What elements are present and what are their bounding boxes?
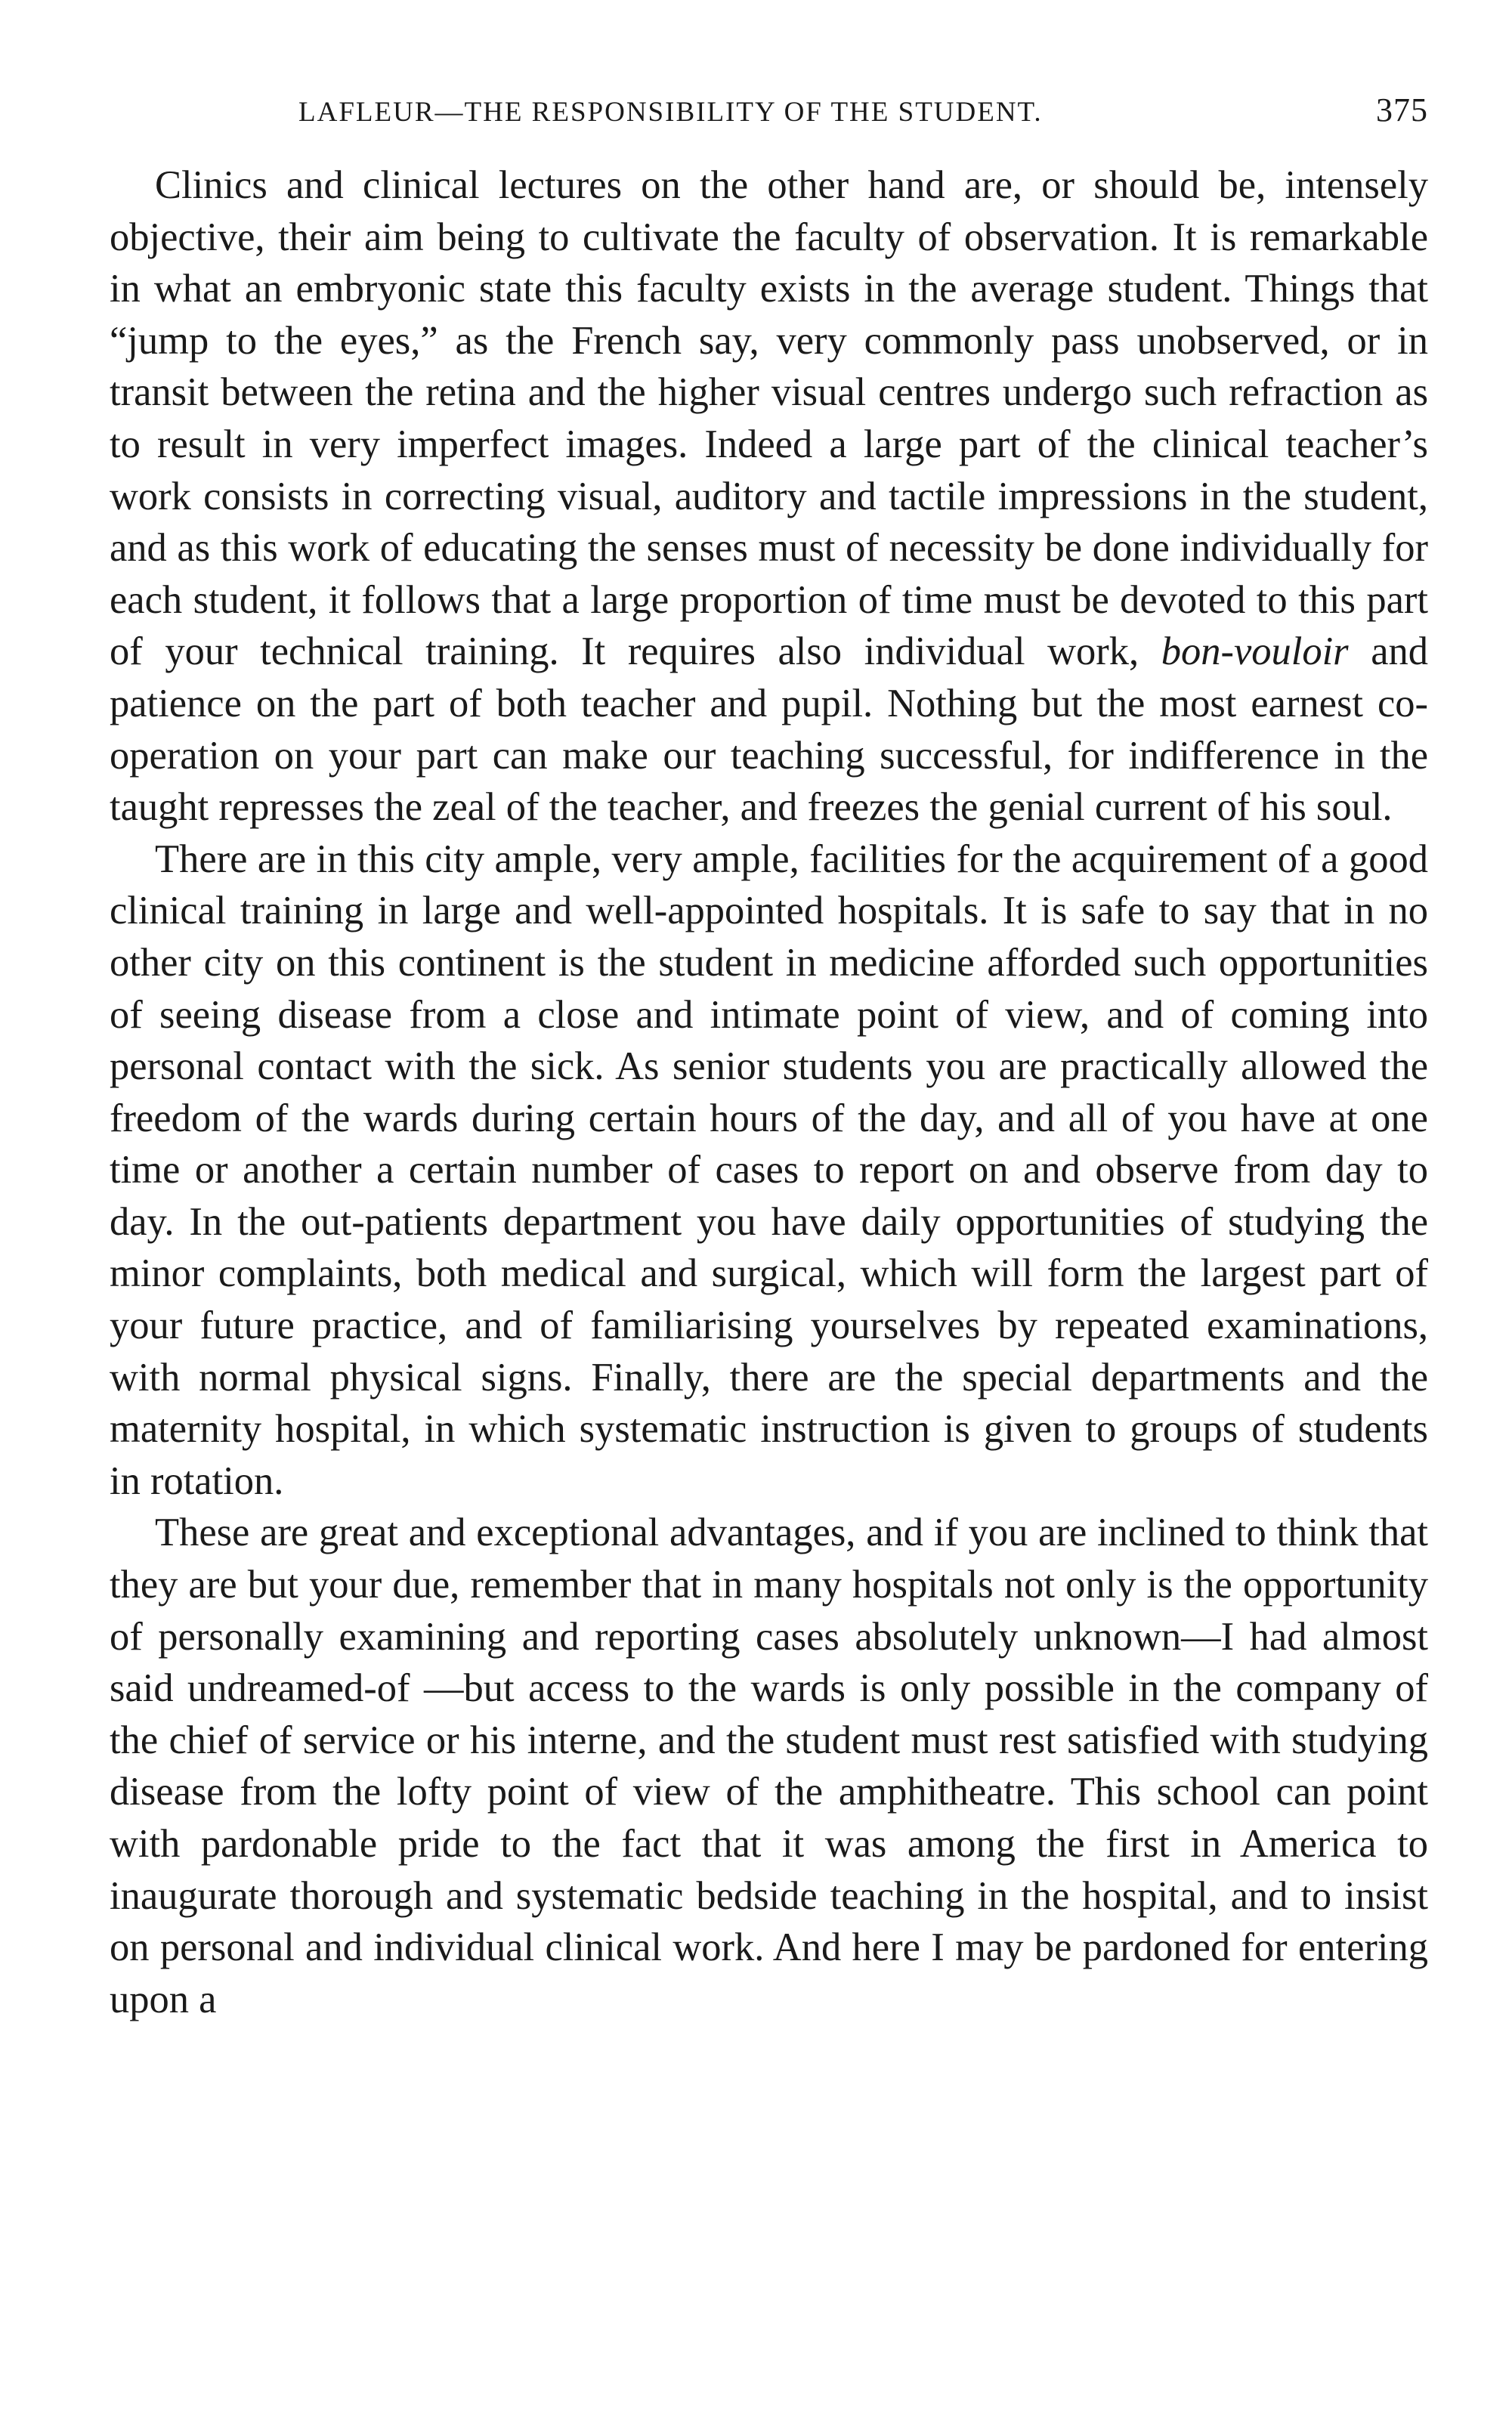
paragraph-clinics <box>110 159 1428 834</box>
book-page <box>110 91 1428 2403</box>
paragraph-clinics-text-2: and patience on the part of both teacher and pupil. Nothing but the most earnest co-operation on your part can make our teaching successful, for indifference in the taught represses the zeal of the teacher, and freezes the genial current of his soul. <box>110 629 1428 830</box>
paragraph-advantages: These are great and exceptional advantages, and if you are inclined to think that they are but your due, remember that in many hospitals not only is the opportunity of personally examining and reporting cases absolutely unknown—I had almost said undreamed-of —but access to the wards is only possible in the company of the chief of service or his interne, and the student must rest satisfied with studying disease from the lofty point of view of the amphitheatre. This school can point with pardonable pride to the fact that it was among the first in America to inaugurate thorough and systematic bedside teaching in the hospital, and to insist on personal and individual clinical work. And here I may be pardoned for entering upon a <box>110 1511 1428 2021</box>
running-title: LAFLEUR—THE RESPONSIBILITY OF THE STUDENT. <box>298 97 1043 128</box>
italic-term: bon-vouloir <box>1161 629 1349 674</box>
paragraph-clinics-text-1: Clinics and clinical lectures on the other hand are, or should be, intensely objective, their aim being to cultivate the faculty of observation. It is remarkable in what an embryonic state this faculty exists in the average student. Things that “jump to the eyes,” as the French say, very commonly pass unobserved, or in transit between the retina and the higher visual centres undergo such refraction as to result in very imperfect images. Indeed a large part of the clinical teacher’s work consists in correcting visual, auditory and tactile impressions in the student, and as this work of educating the senses must of necessity be done individually for each student, it follows that a large proportion of time must be devoted to this part of your technical training. It requires also individual work, <box>110 163 1428 674</box>
running-head <box>110 91 1428 129</box>
paragraph-facilities: There are in this city ample, very ample, facilities for the acquirement of a good clinical training in large and well-appointed hospitals. It is safe to say that in no other city on this continent is the student in medicine afforded such opportunities of seeing disease from a close and intimate point of view, and of coming into personal contact with the sick. As senior students you are practically allowed the freedom of the wards during certain hours of the day, and all of you have at one time or another a certain number of cases to report on and observe from day to day. In the out-patients department you have daily opportunities of studying the minor complaints, both medical and surgical, which will form the largest part of your future practice, and of familiarising yourselves by repeated examinations, with normal physical signs. Finally, there are the special departments and the maternity hospital, in which systematic instruction is given to groups of students in rotation. <box>110 837 1428 1503</box>
page-number: 375 <box>1376 91 1428 128</box>
